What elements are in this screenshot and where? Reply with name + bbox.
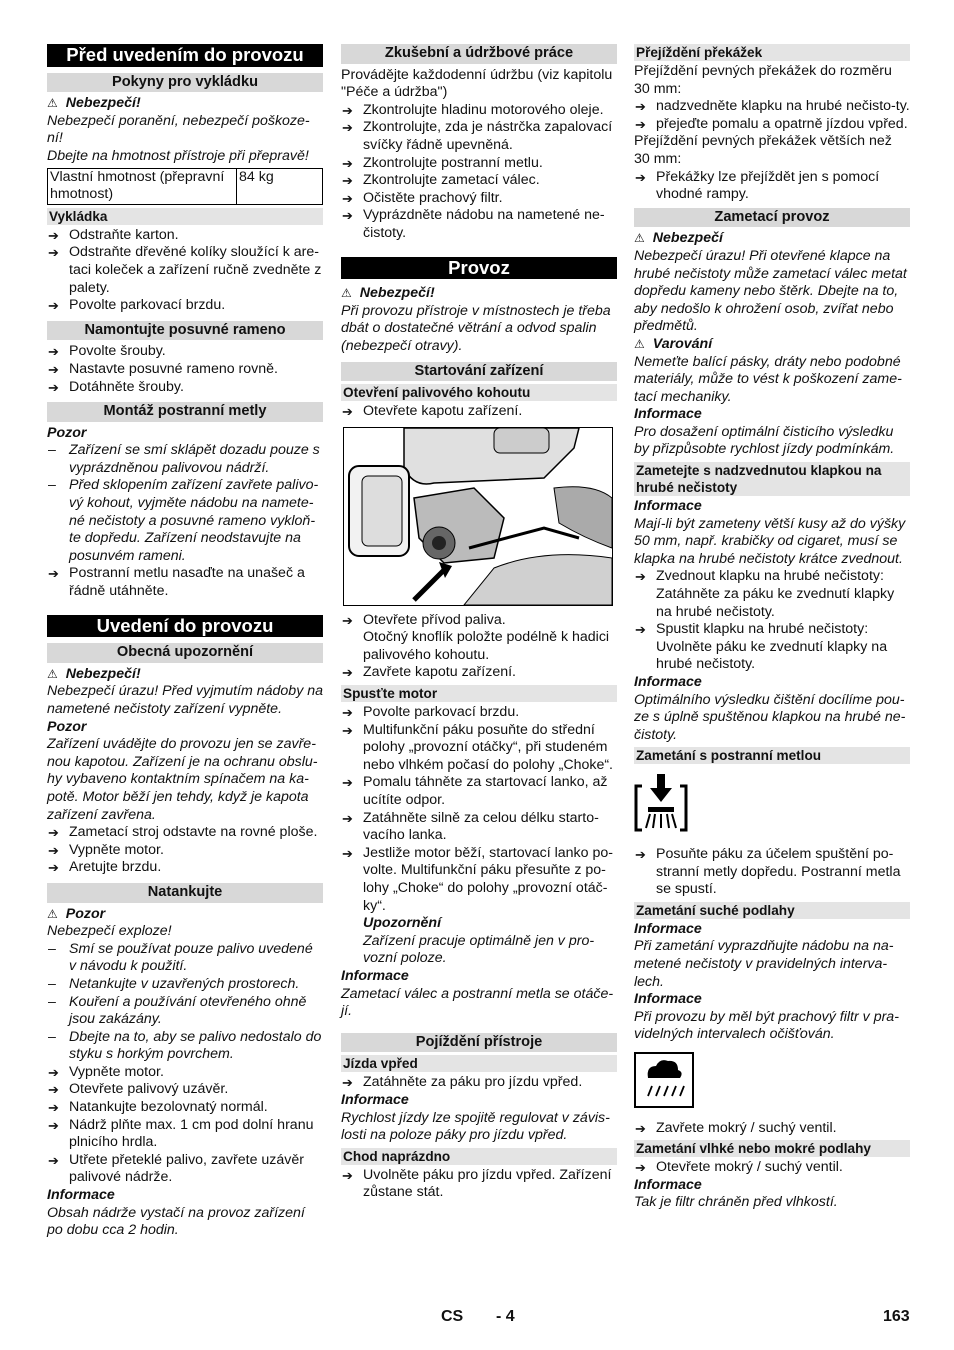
info-text: Optimálního výsledku čištění docílíme pou-ze s úplně spuštěnou klapkou na hrubé ne-čistoty. <box>634 691 906 743</box>
subheading-left: Vykládka <box>47 208 323 225</box>
dash-item: – Zařízení se smí sklápět dozadu pouze s vyprázdněnou palivovou nádrží. <box>47 442 323 477</box>
subheading-left: Chod naprázdno <box>341 1148 617 1165</box>
engine-illustration <box>344 428 612 605</box>
subheading: Montáž postranní metly <box>47 402 323 422</box>
danger-label: ⚠ Nebezpečí! <box>341 285 617 303</box>
danger-label: ⚠ Nebezpečí! <box>47 95 323 113</box>
info-label: Informace <box>634 1176 702 1193</box>
danger-text: Dbejte na hmotnost přístroje při přepravě! <box>47 147 309 164</box>
info-text: Rychlost jízdy lze spojitě regulovat v závis-losti na poloze páky pro jízdu vpřed. <box>341 1109 610 1144</box>
step: ➔ Otevřete palivový uzávěr. <box>47 1081 323 1099</box>
step: ➔ přejeďte pomalu a opatrně jízdou vpřed. <box>634 116 910 134</box>
step: ➔ Spustit klapku na hrubé nečistoty: Uvolněte páku ke zvednutí klapky na hrubé nečistoty. <box>634 621 910 674</box>
step: ➔ Zkontrolujte zametací válec. <box>341 172 617 190</box>
section-heading: Uvedení do provozu <box>47 615 323 638</box>
danger-label: ⚠ Nebezpečí! <box>47 666 323 684</box>
step: ➔ Dotáhněte šrouby. <box>47 379 323 397</box>
warning-text: Nemeťte balící pásky, dráty nebo podobné materiály, může to vést k poškození zame-tací mechaniky. <box>634 353 902 405</box>
step: ➔ Zkontrolujte hladinu motorového oleje. <box>341 102 617 120</box>
subheading-left: Otevření palivového kohoutu <box>341 384 617 401</box>
step: ➔ Utřete přeteklé palivo, zavřete uzávěr palivové nádrže. <box>47 1152 323 1187</box>
side-brush-lower-icon <box>634 774 910 840</box>
info-label: Informace <box>341 967 409 984</box>
info-label: Informace <box>634 674 702 690</box>
footer-page-number: 163 <box>883 1308 910 1325</box>
subheading: Natankujte <box>47 883 323 903</box>
info-label: Informace <box>634 920 702 937</box>
danger-text: Nebezpečí poranění, nebezpečí poškoze-ní! <box>47 112 310 147</box>
step: ➔ Povolte parkovací brzdu. <box>341 704 617 722</box>
info-label: Informace <box>634 406 702 423</box>
step: ➔ Vypněte motor. <box>47 842 323 860</box>
subheading-left: Zametání s postranní metlou <box>634 747 910 764</box>
rain-cloud-icon <box>634 1052 910 1114</box>
dash-item: – Kouření a používání otevřeného ohně jsou zakázány. <box>47 994 323 1029</box>
dash-item: – Netankujte v uzavřených prostorech. <box>47 976 323 994</box>
caution-label: Pozor <box>47 718 87 735</box>
subheading: Obecná upozornění <box>47 643 323 663</box>
step: ➔ Překážky lze přejíždět jen s pomocí vhodné rampy. <box>634 169 910 204</box>
caution-label: ⚠ Pozor <box>47 906 323 924</box>
danger-label: ⚠ Nebezpečí <box>634 230 910 248</box>
footer-language: CS <box>441 1308 464 1325</box>
subheading-left: Zametání vlhké nebo mokré podlahy <box>634 1140 910 1157</box>
info-label: Informace <box>634 498 702 515</box>
caution-text: Zařízení uvádějte do provozu jen se zavře-nou kapotou. Zařízení je na ochranu obslu-hy vybaveno kontaktním spínačem na ka-potě. Motor běží jen tehdy, když je kapota zařízení zavřena. <box>47 736 318 823</box>
info-text: Při provozu by měl být prachový filtr v pra-videlných intervalech očišťován. <box>634 1008 899 1043</box>
step: ➔ Zvednout klapku na hrubé nečistoty: Zatáhněte za páku ke zvednutí klapky na hrubé nečistoty. <box>634 568 910 621</box>
step: ➔ Zavřete mokrý / suchý ventil. <box>634 1120 910 1138</box>
step: ➔ Nádrž plňte max. 1 cm pod dolní hranu plnicího hrdla. <box>47 1117 323 1152</box>
step: ➔ Otevřete kapotu zařízení. <box>341 403 617 421</box>
step: ➔ Zavřete kapotu zařízení. <box>341 664 617 682</box>
subheading: Pokyny pro vykládku <box>47 73 323 93</box>
subheading: Zametací provoz <box>634 208 910 228</box>
weight-table <box>47 168 323 205</box>
notice-label: Upozornění <box>363 915 442 932</box>
weight-value: 84 kg <box>237 168 323 204</box>
step: ➔ Posuňte páku za účelem spuštění po-stranní metly dopředu. Postranní metla se spustí. <box>634 846 910 899</box>
step: ➔ Uvolněte páku pro jízdu vpřed. Zařízení zůstane stát. <box>341 1167 617 1202</box>
step: ➔ nadzvedněte klapku na hrubé nečisto-ty. <box>634 98 910 116</box>
paragraph: Přejíždění pevných překážek větších než 30 mm: <box>634 133 892 167</box>
info-label: Informace <box>634 991 702 1008</box>
info-text: Pro dosažení optimální čisticího výsledku by přizpůsobte rychlost jízdy podmínkám. <box>634 423 895 458</box>
paragraph: Provádějte každodenní údržbu (viz kapitolu "Péče a údržba") <box>341 66 613 101</box>
step: ➔ Otevřete mokrý / suchý ventil. <box>634 1159 910 1177</box>
subheading-left: Přejíždění překážek <box>634 44 910 61</box>
info-text: Při zametání vyprazdňujte nádobu na na-metené nečistoty v pravidelných interva-lech. <box>634 938 894 990</box>
step: ➔ Zametací stroj odstavte na rovné ploše. <box>47 824 323 842</box>
subheading-left: Jízda vpřed <box>341 1055 617 1072</box>
step: ➔ Zatáhněte za páku pro jízdu vpřed. <box>341 1074 617 1092</box>
step: ➔ Odstraňte karton. <box>47 227 323 245</box>
info-text: Obsah nádrže vystačí na provoz zařízení po dobu cca 2 hodin. <box>47 1204 305 1239</box>
subheading-left: Zametejte s nadzvednutou klapkou na hrubé nečistoty <box>634 462 910 496</box>
danger-text: Při provozu přístroje v místnostech je třeba dbát o dostatečné větrání a odvod spalin (nebezpečí otravy). <box>341 302 611 354</box>
subheading: Pojíždění přístroje <box>341 1033 617 1053</box>
step: ➔ Otevřete přívod paliva. <box>341 612 617 630</box>
step: ➔ Vyprázdněte nádobu na nametené ne-čistoty. <box>341 207 617 242</box>
danger-text: Nebezpečí úrazu! Před vyjmutím nádoby na nametené nečistoty zařízení vypněte. <box>47 683 324 717</box>
column-1 <box>47 44 323 1240</box>
subheading: Zkušební a údržbové práce <box>341 44 617 64</box>
info-text: Tak je filtr chráněn před vlhkostí. <box>634 1194 838 1211</box>
subheading-left: Zametání suché podlahy <box>634 902 910 919</box>
footer-subpage: - 4 <box>496 1308 515 1325</box>
step: ➔ Postranní metlu nasaďte na unašeč a řádně utáhněte. <box>47 565 323 600</box>
weight-label: Vlastní hmotnost (přepravní hmotnost) <box>48 168 237 204</box>
subheading: Startování zařízení <box>341 362 617 382</box>
step: ➔ Očistěte prachový filtr. <box>341 190 617 208</box>
column-2 <box>341 44 617 1202</box>
step: ➔ Nastavte posuvné rameno rovně. <box>47 361 323 379</box>
caution-label: Pozor <box>47 424 87 441</box>
step: ➔ Povolte parkovací brzdu. <box>47 297 323 315</box>
step: ➔ Odstraňte dřevěné kolíky sloužící k are-taci koleček a zařízení ručně zvedněte z palety. <box>47 244 323 297</box>
step: ➔ Aretujte brzdu. <box>47 859 323 877</box>
info-text: Mají-li být zameteny větší kusy až do výšky 50 mm, např. krabičky od cigaret, musí se klapka na hrubé nečistoty krátce zvednout. <box>634 515 906 567</box>
dash-item: – Dbejte na to, aby se palivo nedostalo do styku s horkým povrchem. <box>47 1029 323 1064</box>
engine-photo <box>343 427 613 606</box>
warning-label: ⚠ Varování <box>634 336 910 354</box>
step: ➔ Multifunkční páku posuňte do střední polohy „provozní otáčky“, při studeném nebo vlhkém počasí do polohy „Choke“. <box>341 722 617 775</box>
section-heading: Provoz <box>341 257 617 280</box>
step: ➔ Zkontrolujte postranní metlu. <box>341 155 617 173</box>
info-label: Informace <box>47 1187 115 1204</box>
step: ➔ Povolte šrouby. <box>47 343 323 361</box>
step: ➔ Vypněte motor. <box>47 1064 323 1082</box>
step: ➔ Zkontrolujte, zda je nástrčka zapalovací svíčky řádně upevněná. <box>341 119 617 154</box>
section-heading: Před uvedením do provozu <box>47 44 323 67</box>
step: ➔ Zatáhněte silně za celou délku starto-vacího lanka. <box>341 810 617 845</box>
danger-text: Nebezpečí úrazu! Při otevřené klapce na hrubé nečistoty může zametací válec metat dopředu kameny nebo štěrk. Dbejte na to, aby nedošlo k ohrožení osob, zvířat nebo předmětů. <box>634 247 907 335</box>
subheading-left: Spusťte motor <box>341 685 617 702</box>
step: ➔ Natankujte bezolovnatý normál. <box>47 1099 323 1117</box>
info-text: Zametací válec a postranní metla se otáče-jí. <box>341 985 614 1020</box>
column-3 <box>634 44 910 1212</box>
dash-item: – Před sklopením zařízení zavřete palivo-vý kohout, vyjměte nádobu na namete-né nečistoty a posuvné rameno vykloň-te dopředu. Zařízení neodstavujte na posunvém rameni. <box>47 477 323 565</box>
info-label: Informace <box>341 1091 409 1108</box>
step: ➔ Pomalu táhněte za startovací lanko, až ucítíte odpor. <box>341 774 617 809</box>
caution-text: Nebezpečí exploze! <box>47 923 172 940</box>
step-note: Otočný knoflík položte podélně k hadici palivového kohoutu. <box>363 629 610 663</box>
paragraph: Přejíždění pevných překážek do rozměru 30 mm: <box>634 63 892 97</box>
step: ➔ Jestliže motor běží, startovací lanko po-volte. Multifunkční páku přesuňte z po-lohy „Choke“ do polohy „provozní otáč-ky“. <box>341 845 617 915</box>
dash-item: – Smí se používat pouze palivo uvedené v návodu k použití. <box>47 941 323 976</box>
notice-text: Zařízení pracuje optimálně jen v pro-vozní poloze. <box>363 932 595 967</box>
subheading: Namontujte posuvné rameno <box>47 321 323 341</box>
